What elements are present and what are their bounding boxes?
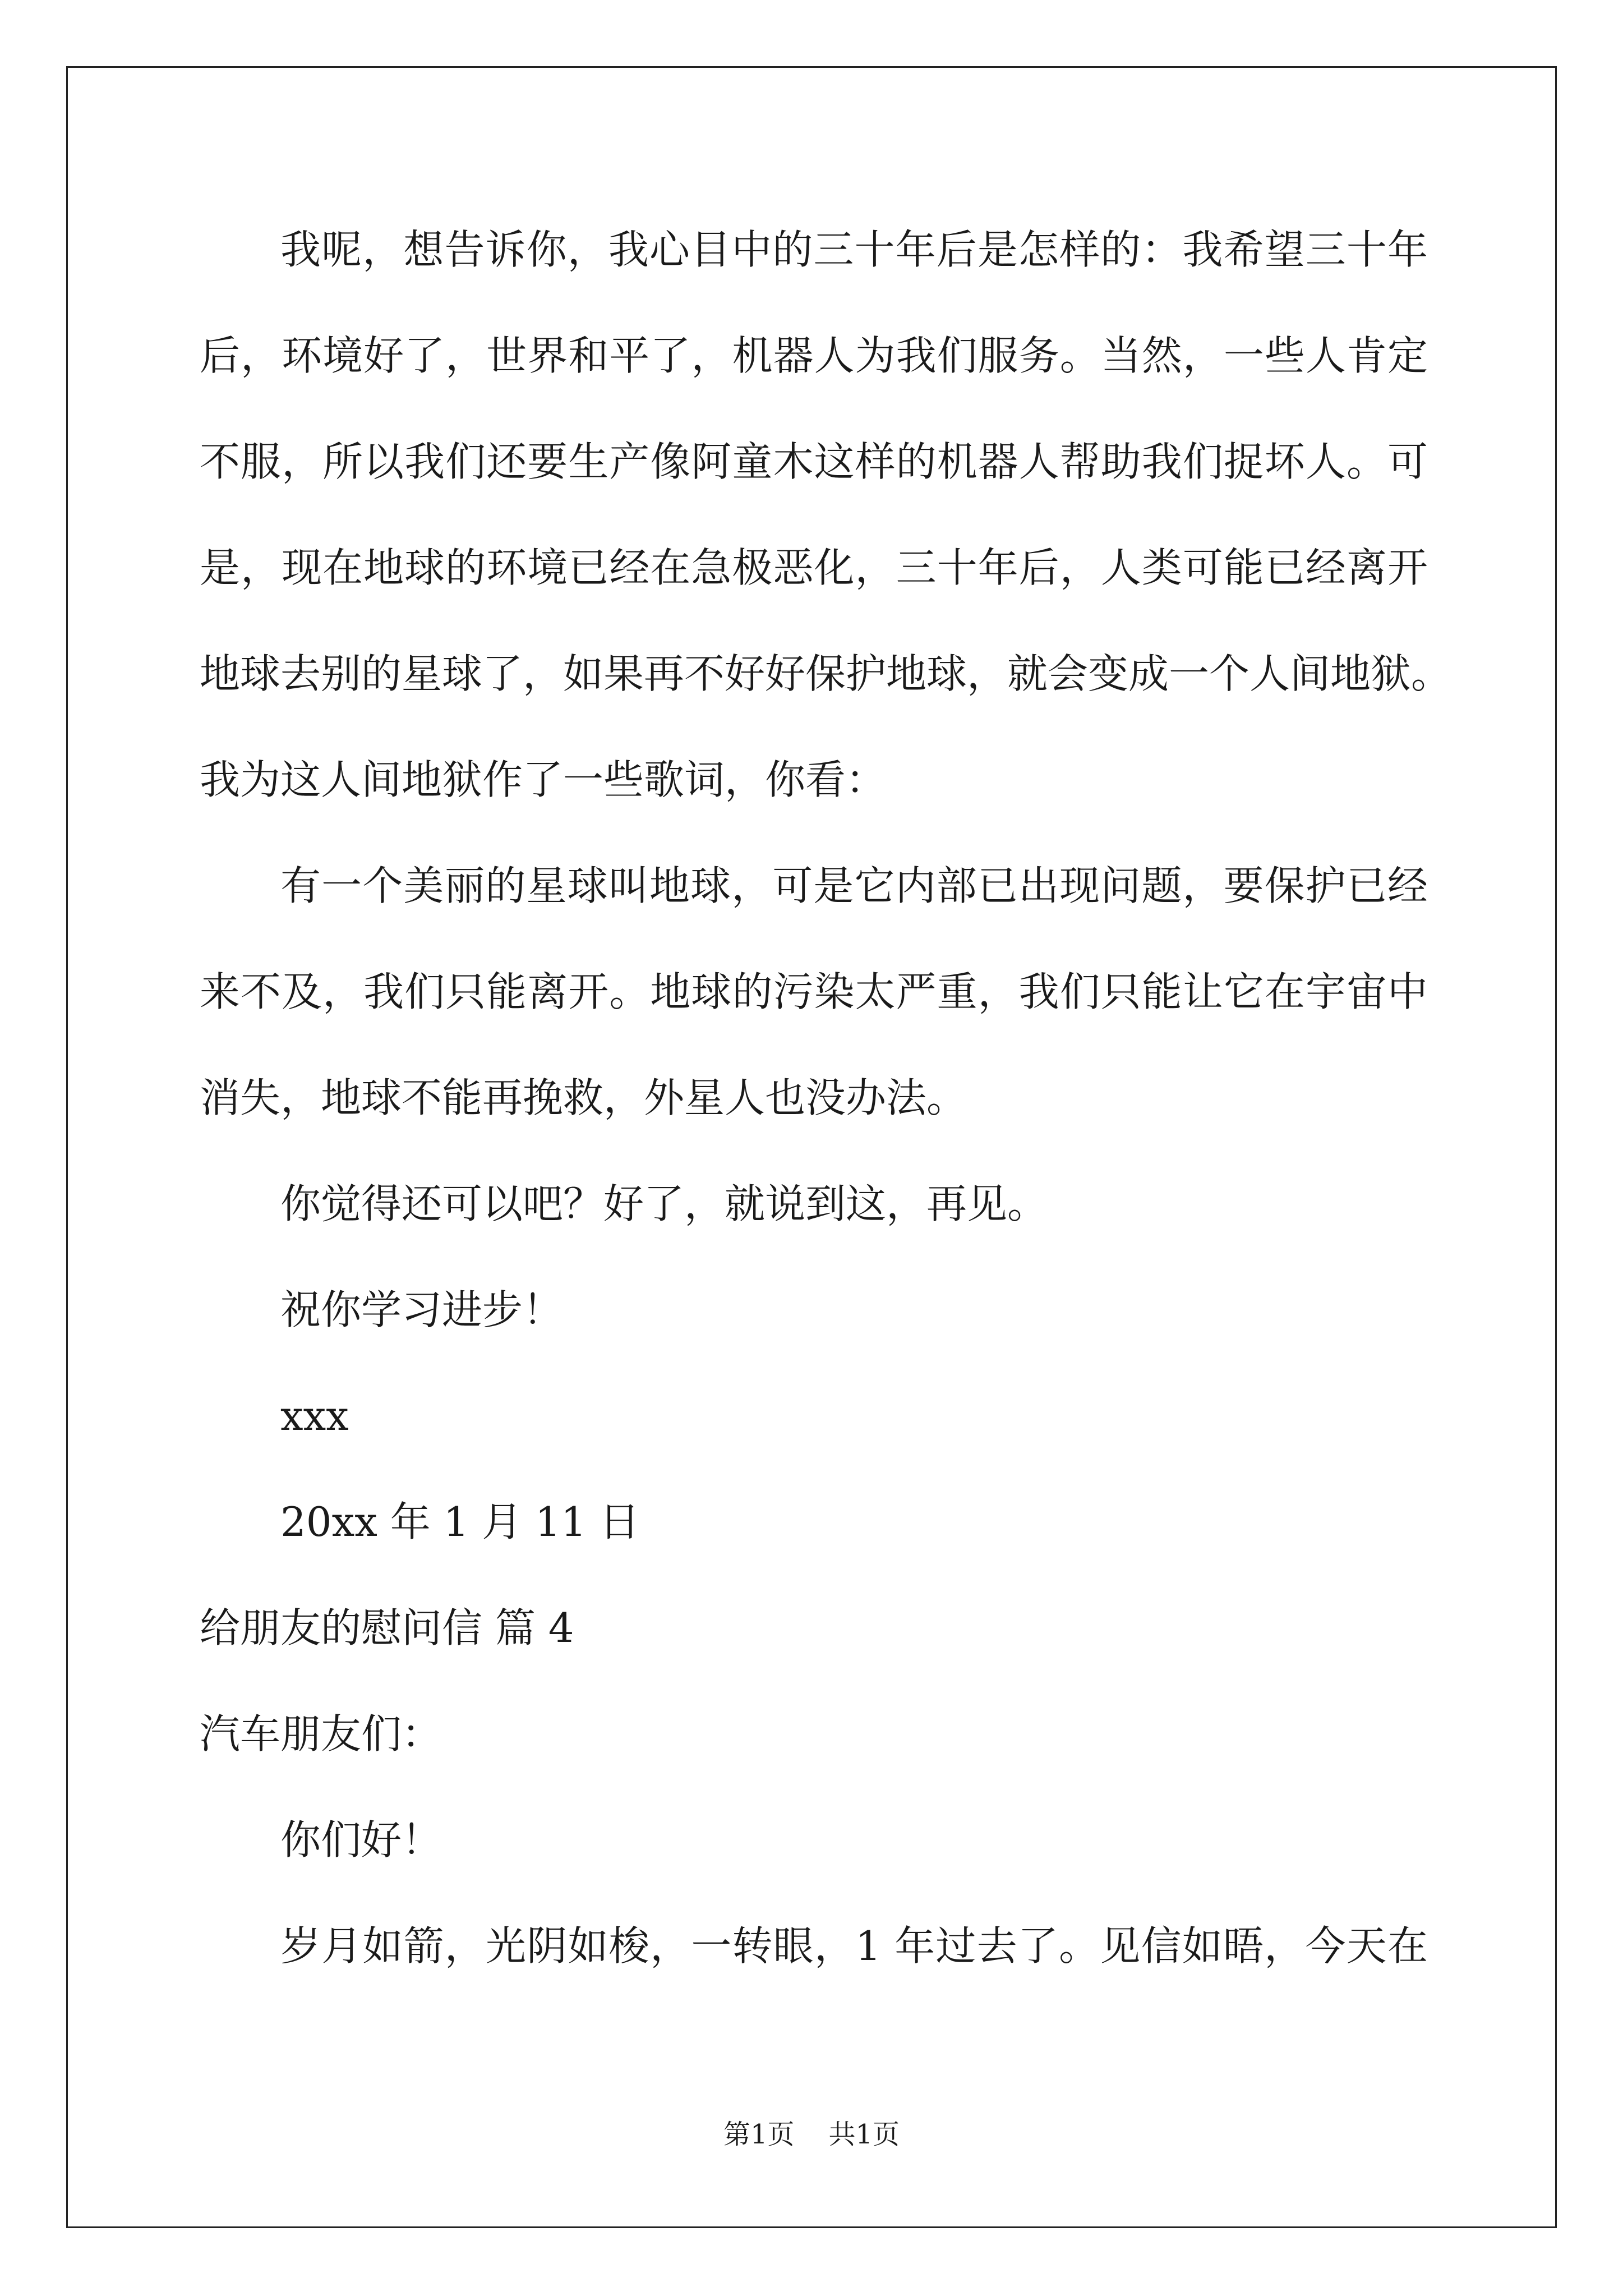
document-body — [200, 208, 1452, 2010]
paragraph-line: 是，现在地球的环境已经在急极恶化，三十年后，人类可能已经离开 — [200, 544, 1428, 591]
paragraph-line: 后，环境好了，世界和平了，机器人为我们服务。当然，一些人肯定 — [200, 332, 1428, 379]
page-footer: 第1页 共1页 — [723, 2119, 900, 2150]
poem-line: 消失，地球不能再挽救，外星人也没办法。 — [200, 1074, 967, 1121]
signature: xxx — [280, 1392, 349, 1439]
paragraph-line: 岁月如箭，光阴如梭，一转眼，1 年过去了。见信如晤，今天在 — [280, 1922, 1428, 1970]
poem-line: 有一个美丽的星球叫地球，可是它内部已出现问题，要保护已经 — [280, 862, 1428, 909]
greeting-wish: 祝你学习进步！ — [280, 1286, 564, 1333]
section-heading: 给朋友的慰问信 篇 4 — [200, 1604, 574, 1651]
poem-line: 来不及，我们只能离开。地球的污染太严重，我们只能让它在宇宙中 — [200, 968, 1428, 1015]
closing-line: 你觉得还可以吧？好了，就说到这，再见。 — [280, 1180, 1048, 1227]
salutation: 汽车朋友们： — [200, 1710, 442, 1757]
paragraph-line: 我呢，想告诉你，我心目中的三十年后是怎样的：我希望三十年 — [280, 226, 1428, 273]
letter-date: 20xx 年 1 月 11 日 — [280, 1498, 640, 1545]
paragraph-line: 不服，所以我们还要生产像阿童木这样的机器人帮助我们捉坏人。可 — [200, 438, 1428, 485]
paragraph-line: 我为这人间地狱作了一些歌词，你看： — [200, 756, 887, 803]
paragraph-line: 地球去别的星球了，如果再不好好保护地球，就会变成一个人间地狱。 — [200, 650, 1452, 697]
greeting: 你们好！ — [280, 1816, 442, 1864]
